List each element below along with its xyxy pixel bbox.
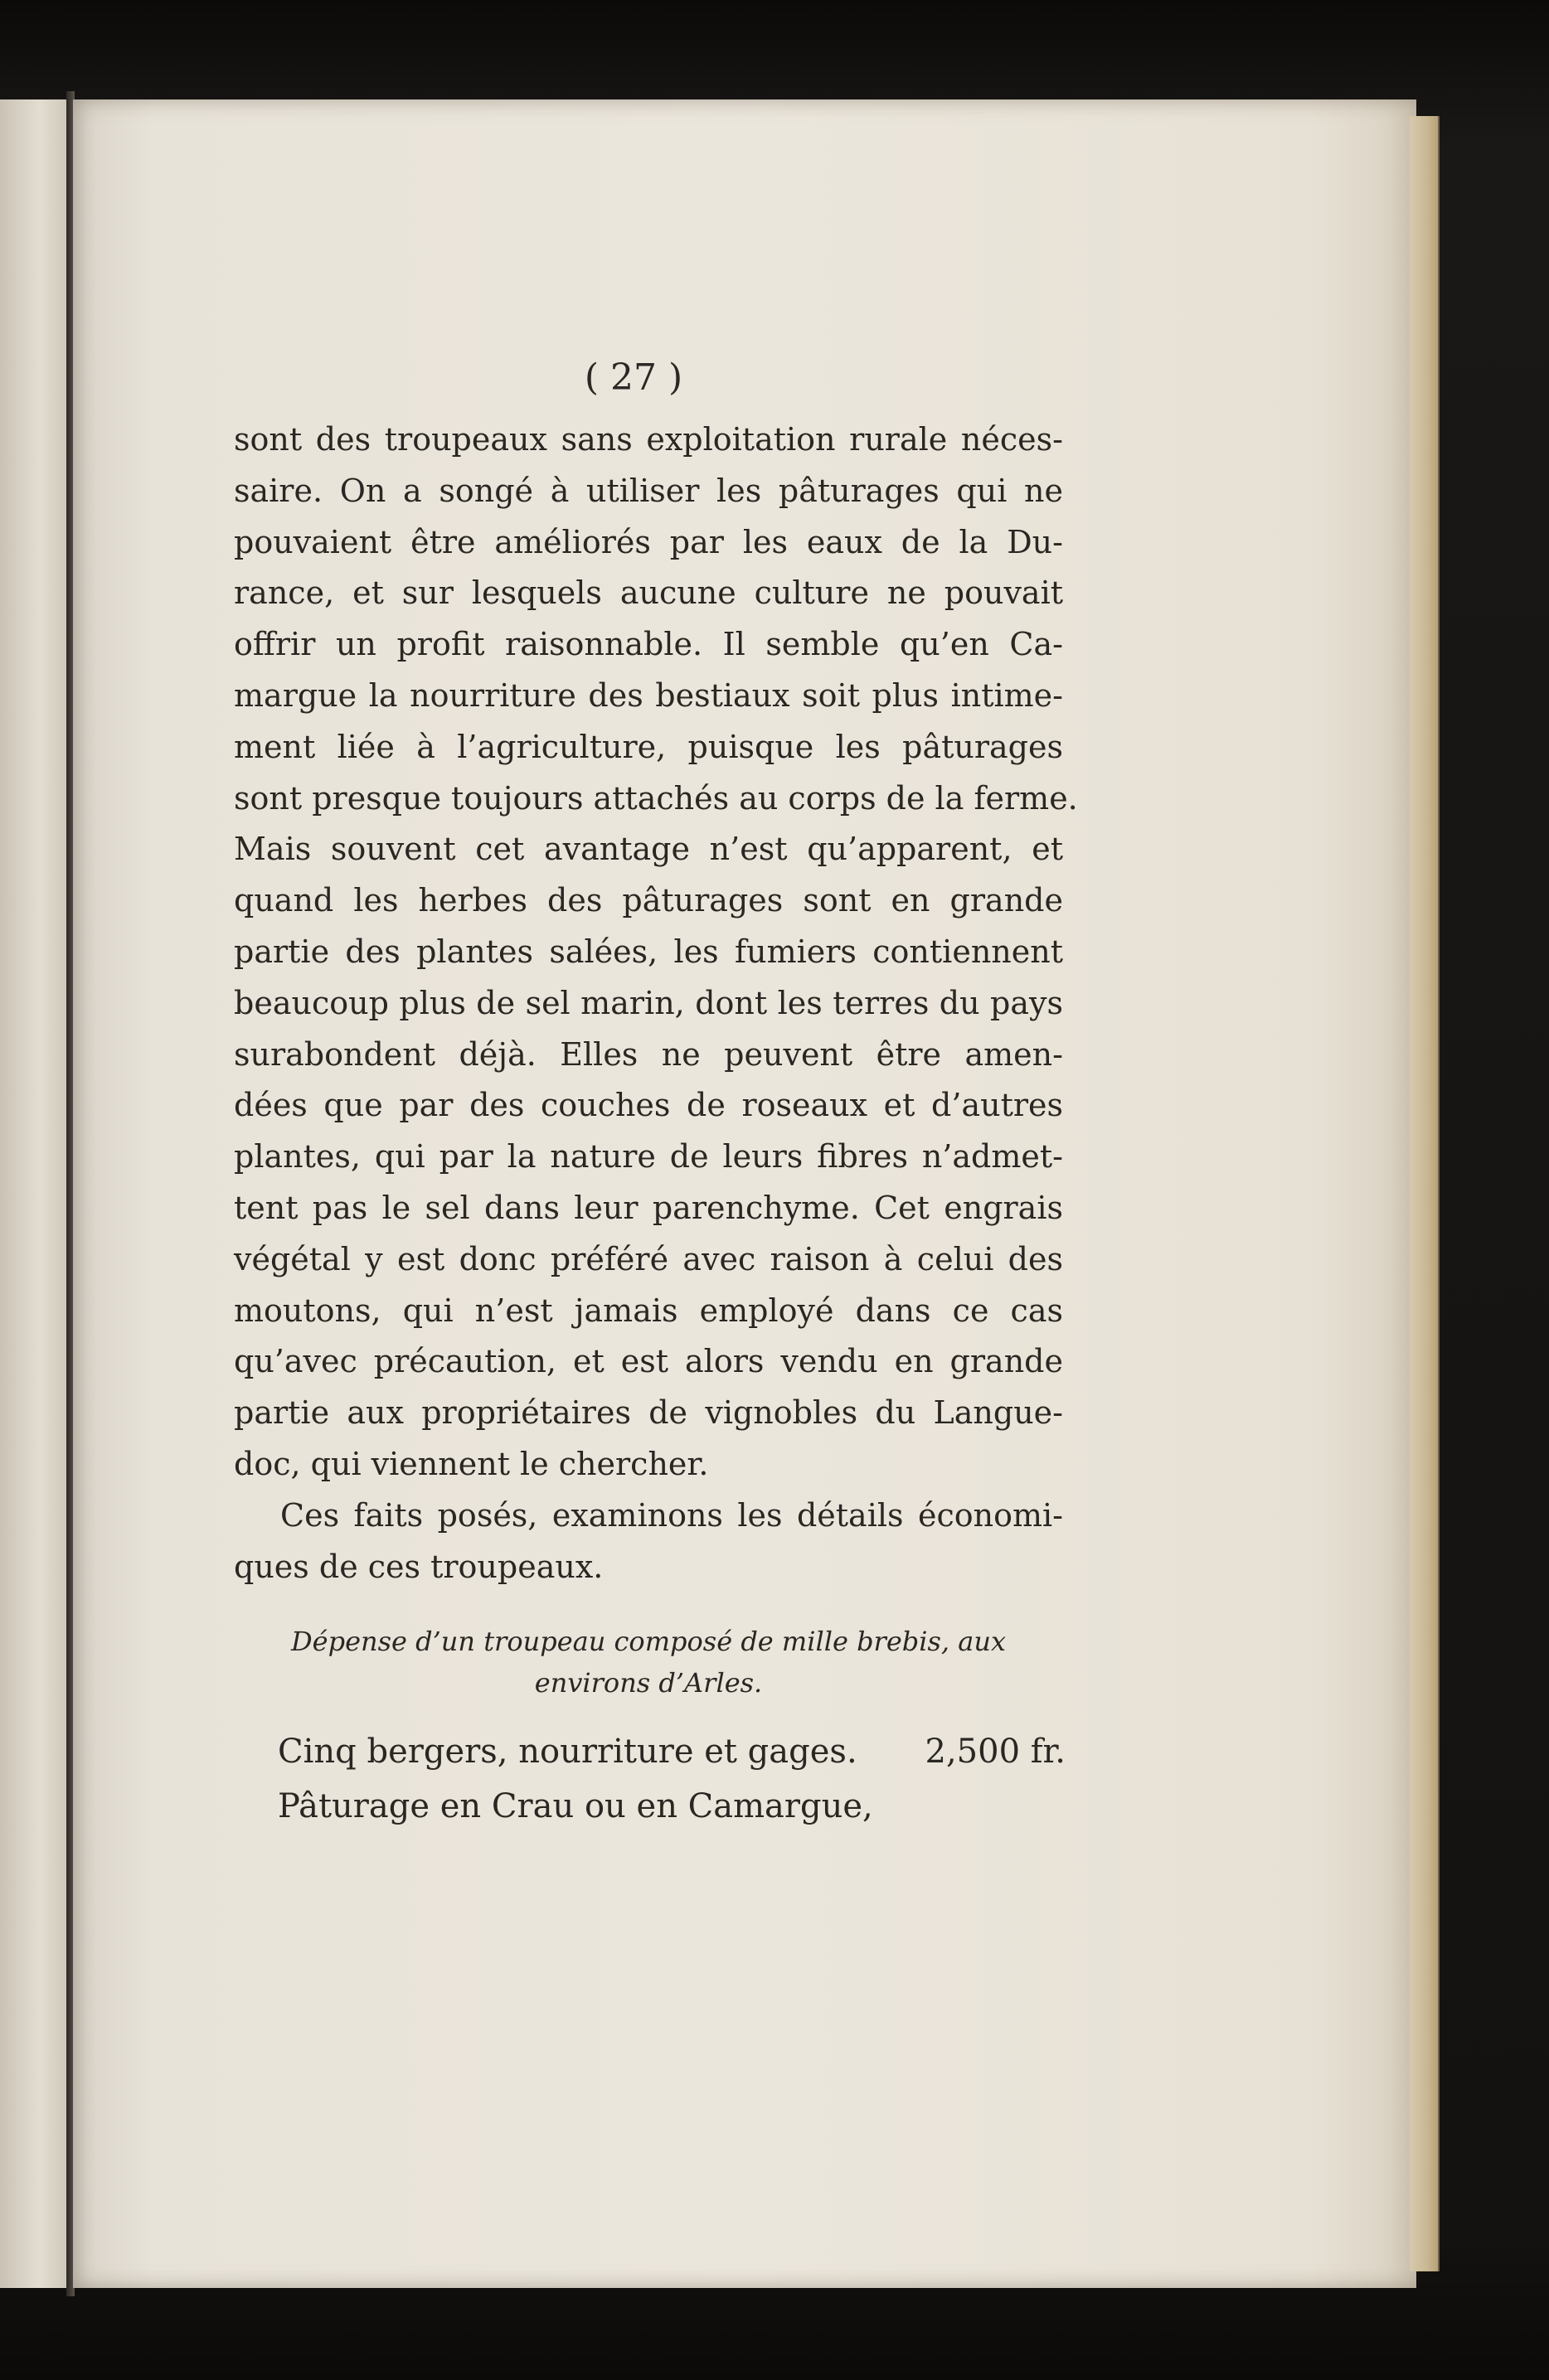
text-line: ment liée à l’agriculture, puisque les pâturages bbox=[234, 728, 1063, 765]
text-line: beaucoup plus de sel marin, dont les terres du pays bbox=[234, 984, 1063, 1021]
text-line: dées que par des couches de roseaux et d’autres bbox=[234, 1087, 1063, 1124]
text-line: doc, qui viennent le chercher. bbox=[234, 1445, 709, 1482]
text-line: margue la nourriture des bestiaux soit plus intime- bbox=[234, 676, 1063, 714]
facing-page-edge bbox=[0, 99, 69, 2288]
text-line: surabondent déjà. Elles ne peuvent être amen- bbox=[234, 1035, 1063, 1073]
ledger-row bbox=[278, 1779, 1066, 1834]
text-line: rance, et sur lesquels aucune culture ne pouvait bbox=[234, 574, 1063, 612]
main-text bbox=[234, 414, 1078, 1592]
text-line: Ces faits posés, examinons les détails économi- bbox=[280, 1496, 1063, 1534]
text-line: végétal y est donc préféré avec raison à celui des bbox=[234, 1240, 1063, 1277]
text-line: qu’avec précaution, et est alors vendu en grande bbox=[234, 1343, 1063, 1380]
ledger-label: Cinq bergers, nourriture et gages. bbox=[278, 1733, 857, 1771]
page-worn-edge bbox=[1410, 116, 1440, 2271]
caption-line: Dépense d’un troupeau composé de mille brebis, aux bbox=[290, 1626, 1006, 1657]
text-line: Mais souvent cet avantage n’est qu’apparent, et bbox=[234, 831, 1063, 868]
text-line: tent pas le sel dans leur parenchyme. Cet engrais bbox=[234, 1189, 1063, 1226]
text-line: partie des plantes salées, les fumiers contiennent bbox=[234, 933, 1063, 970]
expense-ledger bbox=[278, 1724, 1066, 1834]
ledger-amount: 2,500 fr. bbox=[925, 1733, 1066, 1771]
text-line: sont presque toujours attachés au corps de la ferme. bbox=[234, 779, 1078, 817]
caption-line: environs d’Arles. bbox=[534, 1667, 763, 1699]
text-line: quand les herbes des pâturages sont en grande bbox=[234, 882, 1063, 919]
text-line: plantes, qui par la nature de leurs fibres n’admet- bbox=[234, 1138, 1063, 1175]
text-line: partie aux propriétaires de vignobles du Langue- bbox=[234, 1394, 1063, 1432]
page-number: ( 27 ) bbox=[584, 356, 683, 399]
table-caption bbox=[234, 1621, 1063, 1704]
text-line: moutons, qui n’est jamais employé dans ce cas bbox=[234, 1292, 1063, 1329]
text-line: saire. On a songé à utiliser les pâturages qui ne bbox=[234, 472, 1063, 509]
text-line: ques de ces troupeaux. bbox=[234, 1548, 604, 1585]
text-line: sont des troupeaux sans exploitation rurale néces- bbox=[234, 421, 1063, 458]
text-line: offrir un profit raisonnable. Il semble qu’en Ca- bbox=[234, 626, 1063, 663]
text-line: pouvaient être améliorés par les eaux de la Du- bbox=[234, 523, 1063, 560]
ledger-label: Pâturage en Crau ou en Camargue, bbox=[278, 1787, 873, 1825]
ledger-row bbox=[278, 1724, 1066, 1779]
